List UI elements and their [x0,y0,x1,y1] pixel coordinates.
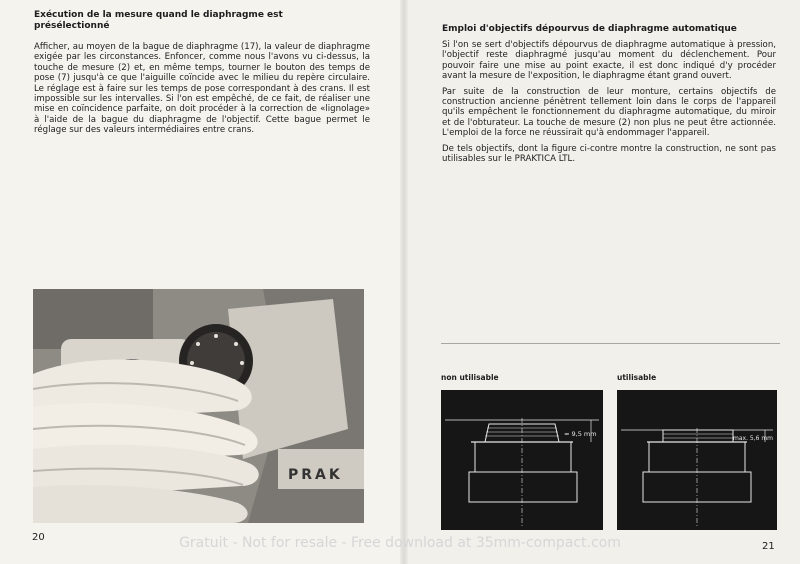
right-paragraph-3: De tels objectifs, dont la figure ci-contre montre la construction, ne sont pas utilisables sur le PRAKTICA LTL. [442,143,776,165]
diagram-label-usable: utilisable [617,373,657,382]
dimension-label-usable: max. 5,6 mm [733,435,774,442]
left-page-body [34,42,370,141]
right-paragraph-2: Par suite de la construction de leur monture, certains objectifs de construction ancienne pénètrent tellement loin dans le corps de l'appareil qu'ils empêchent le fonctionnement du diaphragme automatique, du miroir et de l'obturateur. La touche de mesure (2) non plus ne peut être actionnée. L'emploi de la force ne réussirait qu'à endommager l'appareil. [442,86,776,139]
page-number-right: 21 [762,541,775,552]
diagram-label-not-usable: non utilisable [441,373,499,382]
dimension-label-not-usable: ≈ 9,5 mm [564,430,597,438]
right-page-heading: Emploi d'objectifs dépourvus de diaphragme automatique [442,24,737,34]
lens-diagram-not-usable [441,390,603,530]
watermark-footer: Gratuit - Not for resale - Free download at 35mm-compact.com [179,535,621,551]
lens-diagram-usable [617,390,777,530]
left-paragraph: Afficher, au moyen de la bague de diaphragme (17), la valeur de diaphragme exigée par les circonstances. Enfoncer, comme nous l'avons vu ci-dessus, la touche de mesure (2) et, en même temps, tourner le bouton des temps de pose (7) jusqu'à ce que l'aiguille coïncide avec le milieu du repère circulaire. Le réglage est à faire sur les temps de pose correspondant à des crans. Il est impossible sur les intervalles. Si l'on est empêché, de ce fait, de réaliser une mise en coïncidence parfaite, on doit procéder à la correction de «lignolage» à l'aide de la bague du diaphragme de l'objectif. Cette bague permet le réglage sur des valeurs intermédiaires entre crans. [34,42,370,136]
camera-photo-illustration [33,289,364,523]
page-gutter [400,0,408,564]
camera-brand-text: PRAK [288,467,343,483]
left-page-heading: Exécution de la mesure quand le diaphragme est présélectionné [34,10,283,31]
page-number-left: 20 [32,532,45,543]
lens-mount-drawing-usable [617,390,777,530]
right-paragraph-1: Si l'on se sert d'objectifs dépourvus de diaphragme automatique à pression, l'objectif reste diaphragmé jusqu'au moment du déclenchement. Pour pouvoir faire une mise au point exacte, il est donc indiqué d'y procéder avant la mesure de l'exposition, le diaphragme étant grand ouvert. [442,40,776,82]
camera-photo [33,289,364,523]
right-page-body [442,40,776,169]
section-divider [441,343,780,344]
lens-mount-drawing-not-usable [441,390,603,530]
